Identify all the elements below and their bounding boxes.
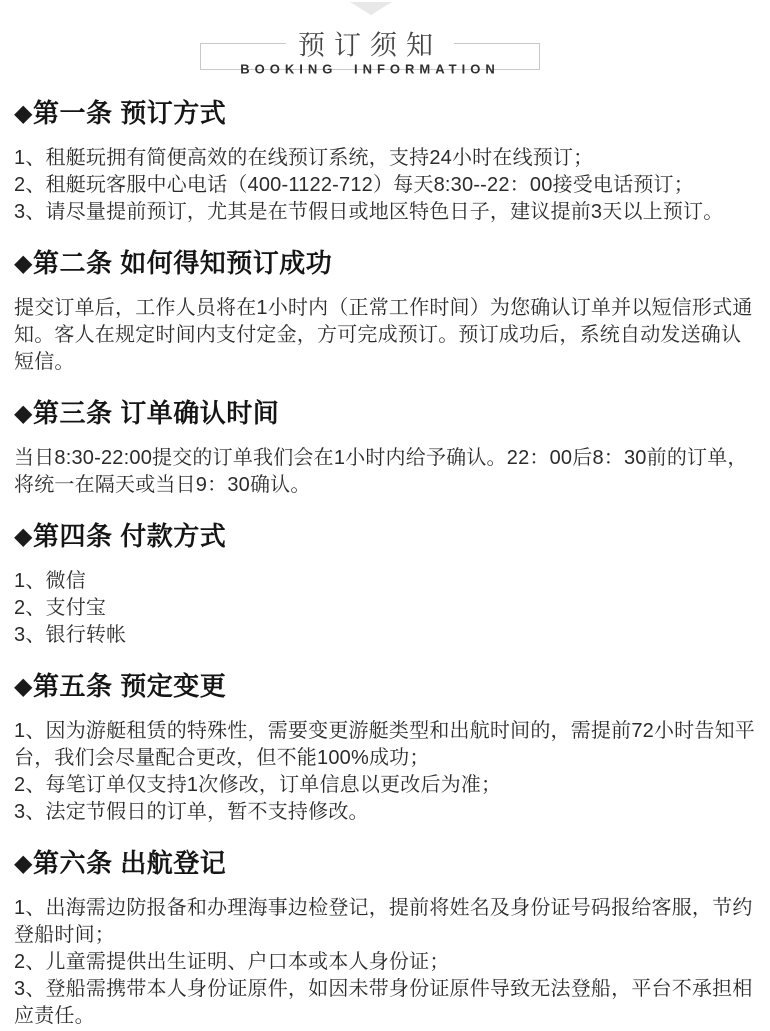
- section-heading-3: [14, 398, 756, 429]
- diamond-icon: ◆: [14, 673, 33, 700]
- page-header: [200, 30, 540, 77]
- list-item: 1、出海需边防报备和办理海事边检登记，提前将姓名及身份证号码报给客服，节约登船时间；: [14, 897, 753, 946]
- list-item: 2、儿童需提供出生证明、户口本或本人身份证；: [14, 951, 450, 973]
- list-item: 3、银行转帐: [14, 624, 127, 646]
- section-heading-text: 第四条 付款方式: [32, 521, 227, 551]
- section-body-1: [14, 145, 756, 226]
- notice-content: [0, 98, 770, 1030]
- section-heading-6: [14, 848, 756, 879]
- list-item: 2、租艇玩客服中心电话（400-1122-712）每天8:30--22：00接受电话预订；: [14, 174, 694, 196]
- section-heading-text: 第一条 预订方式: [32, 98, 227, 128]
- paragraph: 提交订单后，工作人员将在1小时内（正常工作时间）为您确认订单并以短信形式通知。客人在规定时间内支付定金，方可完成预订。预订成功后，系统自动发送确认短信。: [14, 297, 753, 373]
- diamond-icon: ◆: [14, 250, 33, 277]
- section-body-6: [14, 895, 756, 1030]
- diamond-icon: ◆: [14, 400, 33, 427]
- section-heading-text: 第六条 出航登记: [32, 848, 227, 878]
- list-item: 2、支付宝: [14, 597, 107, 619]
- section-heading-text: 第二条 如何得知预订成功: [32, 248, 333, 278]
- list-item: 3、登船需携带本人身份证原件，如因未带身份证原件导致无法登船，平台不承担相应责任。: [14, 978, 753, 1027]
- section-body-3: [14, 445, 756, 499]
- list-item: 2、每笔订单仅支持1次修改，订单信息以更改后为准；: [14, 774, 502, 796]
- diamond-icon: ◆: [14, 850, 33, 877]
- page-title: 预订须知: [286, 24, 454, 63]
- list-item: 3、法定节假日的订单，暂不支持修改。: [14, 801, 369, 823]
- section-heading-4: [14, 521, 756, 552]
- section-heading-2: [14, 248, 756, 279]
- section-heading-text: 第三条 订单确认时间: [32, 398, 280, 428]
- list-item: 1、因为游艇租赁的特殊性，需要变更游艇类型和出航时间的，需提前72小时告知平台，我们会尽量配合更改，但不能100%成功；: [14, 720, 755, 769]
- section-heading-1: [14, 98, 756, 129]
- section-heading-5: [14, 671, 756, 702]
- section-body-2: [14, 295, 756, 376]
- page-subtitle: BOOKING INFORMATION: [240, 61, 500, 77]
- diamond-icon: ◆: [14, 100, 33, 127]
- list-item: 3、请尽量提前预订，尤其是在节假日或地区特色日子，建议提前3天以上预订。: [14, 201, 724, 223]
- section-body-4: [14, 568, 756, 649]
- section-body-5: [14, 718, 756, 826]
- paragraph: 当日8:30-22:00提交的订单我们会在1小时内给予确认。22：00后8：30前的订单，将统一在隔天或当日9：30确认。: [14, 447, 748, 496]
- diamond-icon: ◆: [14, 523, 33, 550]
- chevron-down-icon: [350, 2, 392, 15]
- list-item: 1、租艇玩拥有简便高效的在线预订系统，支持24小时在线预订；: [14, 147, 594, 169]
- section-heading-text: 第五条 预定变更: [32, 671, 227, 701]
- list-item: 1、微信: [14, 570, 86, 592]
